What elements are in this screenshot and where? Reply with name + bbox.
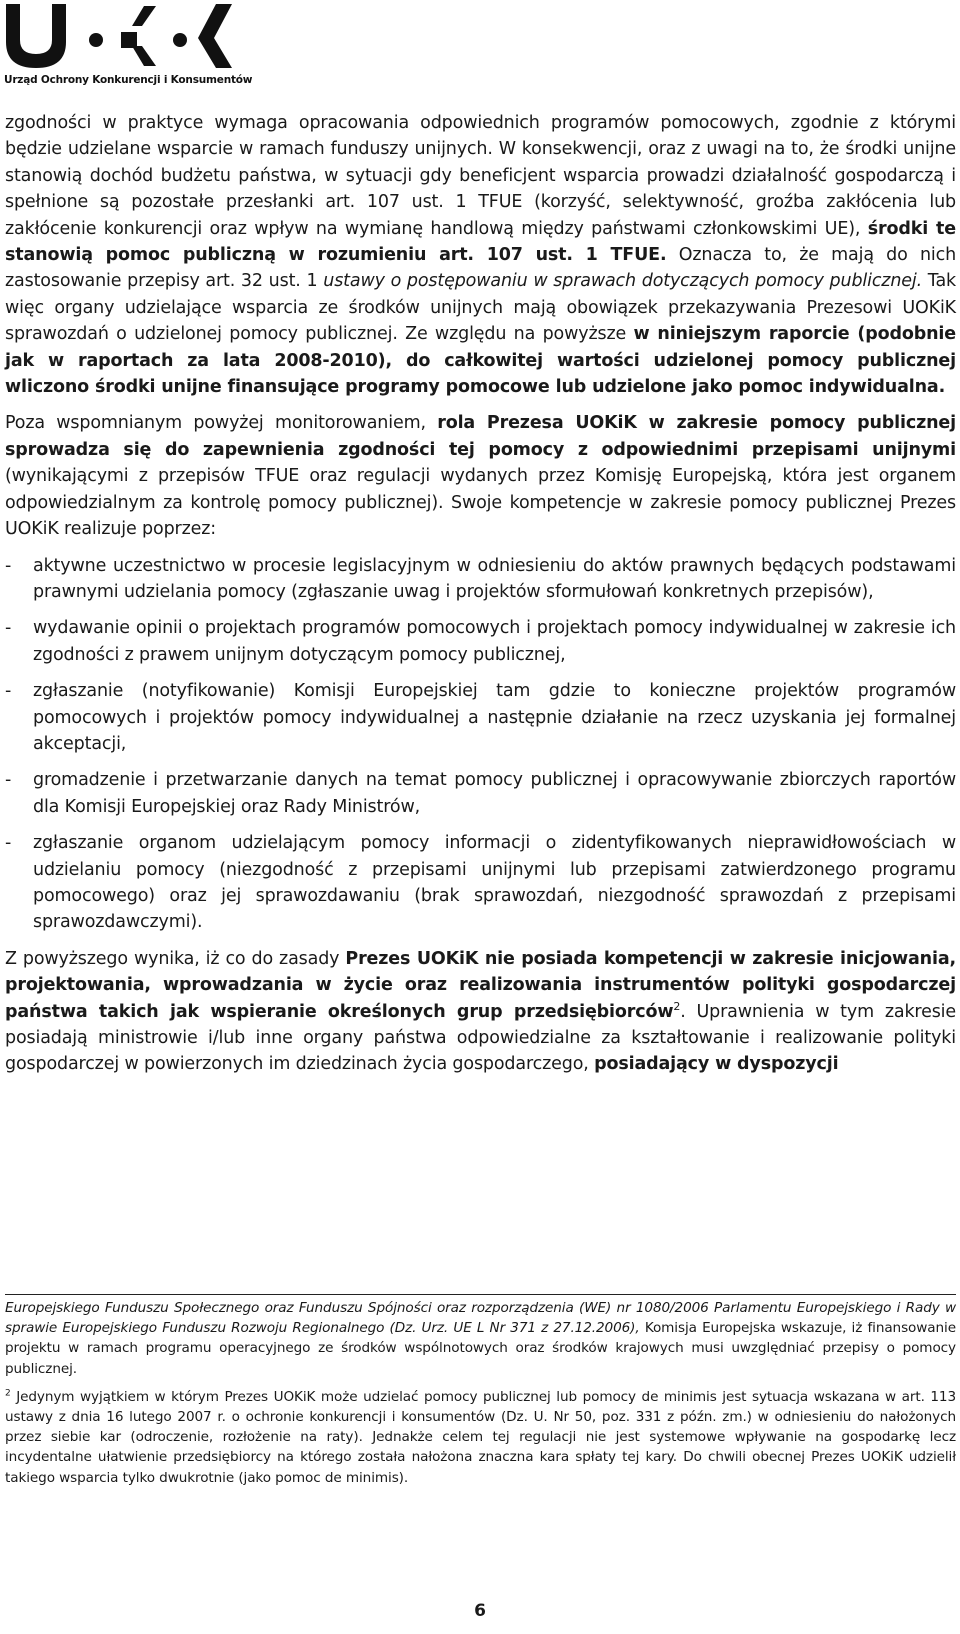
paragraph-1-text: zgodności w praktyce wymaga opracowania odpowiednich programów pomocowych, zgodnie z którymi będzie udzielane wsparcie w ramach funduszy unijnych. W konsekwencji, oraz z uwagi na to, że środki unijne stanowią dochód budżetu państwa, w sytuacji gdy beneficjent wsparcia prowadzi działalność gospodarczą i spełnione są pozostałe przesłanki art. 107 ust. 1 TFUE (korzyść, selektywność, groźba zakłócenia lub zakłócenie konkurencji oraz wpływ na wymianę handlową między państwami członkowskimi UE), xyxy=(5,113,956,239)
paragraph-2-text-2: (wynikającymi z przepisów TFUE oraz regulacji wydanych przez Komisję Europejską, która jest organem odpowiedzialnym za kontrolę pomocy publicznej). Swoje kompetencje w zakresie pomocy publicznej Prezes UOKiK realizuje poprzez: xyxy=(5,466,956,540)
list-item xyxy=(5,615,956,668)
list-item xyxy=(5,767,956,820)
main-text xyxy=(5,110,956,1088)
page-number: 6 xyxy=(474,1601,486,1621)
paragraph-1 xyxy=(5,110,956,400)
list-item xyxy=(5,830,956,936)
list-dash: - xyxy=(5,770,12,791)
list-dash: - xyxy=(5,833,12,854)
list-dash: - xyxy=(5,555,12,576)
paragraph-2-bold: rola Prezesa UOKiK w zakresie pomocy publicznej sprowadza się do zapewnienia zgodności tej pomocy z odpowiednimi przepisami unijnymi xyxy=(5,413,956,460)
paragraph-1-italic: ustawy o postępowaniu w sprawach dotyczących pomocy publicznej. xyxy=(323,271,923,292)
paragraph-2 xyxy=(5,410,956,542)
paragraph-1-text-3: Tak więc organy udzielające wsparcia ze środków unijnych mają obowiązek przekazywania Prezesowi UOKiK sprawozdań o udzielonej pomocy publicznej. Ze względu na powyższe xyxy=(5,271,956,345)
paragraph-3-bold: Prezes UOKiK nie posiada kompetencji w zakresie inicjowania, projektowania, wprowadzania w życie oraz realizowania instrumentów polityki gospodarczej państwa takich jak wspieranie określonych grup przedsiębiorców xyxy=(5,948,956,1022)
paragraph-2-text: Poza wspomnianym powyżej monitorowaniem, xyxy=(5,413,426,434)
paragraph-1-bold: środki te stanowią pomoc publiczną w rozumieniu art. 107 ust. 1 TFUE. xyxy=(5,218,956,266)
list-item-text: zgłaszanie (notyfikowanie) Komisji Europejskiej tam gdzie to konieczne projektów programów pomocowych i projektów pomocy indywidualnej a następnie działanie na rzecz uzyskania jej formalnej akceptacji, xyxy=(33,681,956,754)
list-item-text: gromadzenie i przetwarzanie danych na temat pomocy publicznej i opracowywanie zbiorczych raportów dla Komisji Europejskiej oraz Rady Ministrów, xyxy=(33,770,956,817)
list-item xyxy=(5,678,956,757)
footnote-1 xyxy=(5,1298,956,1379)
list-dash: - xyxy=(5,618,12,639)
list-item-text: aktywne uczestnictwo w procesie legislacyjnym w odniesieniu do aktów prawnych będących podstawami prawnymi udzielania pomocy (zgłaszanie uwag i projektów sformułowań konkretnych przepisów), xyxy=(33,555,956,602)
paragraph-1-text-2: Oznacza to, że mają do nich zastosowanie przepisy art. 32 ust. 1 xyxy=(5,245,957,292)
paragraph-3 xyxy=(5,946,956,1078)
list-item-text: zgłaszanie organom udzielającym pomocy informacji o zidentyfikowanych nieprawidłowościach w udzielaniu pomocy (niezgodność z przepisami unijnymi lub przepisami zatwierdzonego programu pomocowego) oraz jej sprawozdawaniu (brak sprawozdań, niezgodność sprawozdań z przepisami sprawozdawczymi). xyxy=(33,833,956,933)
list-item xyxy=(5,553,956,606)
footnotes xyxy=(5,1298,956,1496)
paragraph-3-text-2: . Uprawnienia w tym zakresie posiadają ministrowie i/lub inne organy państwa odpowiedzialne za kształtowanie i realizowanie polityki gospodarczej w powierzonych im dziedzinach życia gospodarczego, xyxy=(5,1001,956,1075)
footnote-separator xyxy=(5,1294,956,1295)
competence-list xyxy=(5,553,956,936)
footnote-2-text: Jedynym wyjątkiem w którym Prezes UOKiK może udzielać pomocy publicznej lub pomocy de minimis jest sytuacja wskazana w art. 113 ustawy z dnia 16 lutego 2007 r. o ochronie konkurencji i konsumentów (Dz. U. Nr 50, poz. 331 z późn. zm.) w odniesieniu do nałożonych przez siebie kar (odroczenie, rozłożenie na raty). Jednakże celem tej regulacji nie jest systemowe wpływanie na gospodarkę lecz incydentalne ułatwienie przedsiębiorcy na którego została nałożona znaczna kara spłaty tej kary. Do chwili obecnej Prezes UOKiK udzielił takiego wsparcia tylko dwukrotnie (jako pomoc de minimis). xyxy=(5,1388,956,1486)
list-dash: - xyxy=(5,681,12,702)
footnote-2 xyxy=(5,1387,956,1488)
paragraph-1-bold-2: w niniejszym raporcie (podobnie jak w raportach za lata 2008-2010), do całkowitej wartości udzielonej pomocy publicznej wliczono środki unijne finansujące programy pomocowe lub udzielone jako pomoc indywidualna. xyxy=(5,324,956,398)
uokik-logo xyxy=(4,2,253,90)
paragraph-3-bold-2: posiadający w dyspozycji xyxy=(594,1054,839,1075)
footnote-1-italic: Europejskiego Funduszu Społecznego oraz Funduszu Spójności oraz rozporządzenia (WE) nr 1080/2006 Parlamentu Europejskiego i Rady w sprawie Europejskiego Funduszu Rozwoju Regionalnego (Dz. Urz. UE L Nr 371 z 27.12.2006), xyxy=(5,1300,956,1337)
footnote-ref[interactable]: 2 xyxy=(673,999,681,1013)
list-item-text: wydawanie opinii o projektach programów pomocowych i projektach pomocy indywidualnej w zakresie ich zgodności z prawem unijnym dotyczącym pomocy publicznej, xyxy=(33,618,956,665)
paragraph-3-text: Z powyższego wynika, iż co do zasady xyxy=(5,948,340,969)
logo-caption: Urząd Ochrony Konkurencji i Konsumentów xyxy=(4,74,253,86)
footnote-2-number: 2 xyxy=(5,1388,11,1399)
uokik-logo-mark xyxy=(4,2,244,74)
footnote-1-text: Komisja Europejska wskazuje, iż finansowanie projektu w ramach programu operacyjnego ze środków wspólnotowych oraz środków krajowych musi uwzględniać przepisy o pomocy publicznej. xyxy=(5,1320,956,1377)
